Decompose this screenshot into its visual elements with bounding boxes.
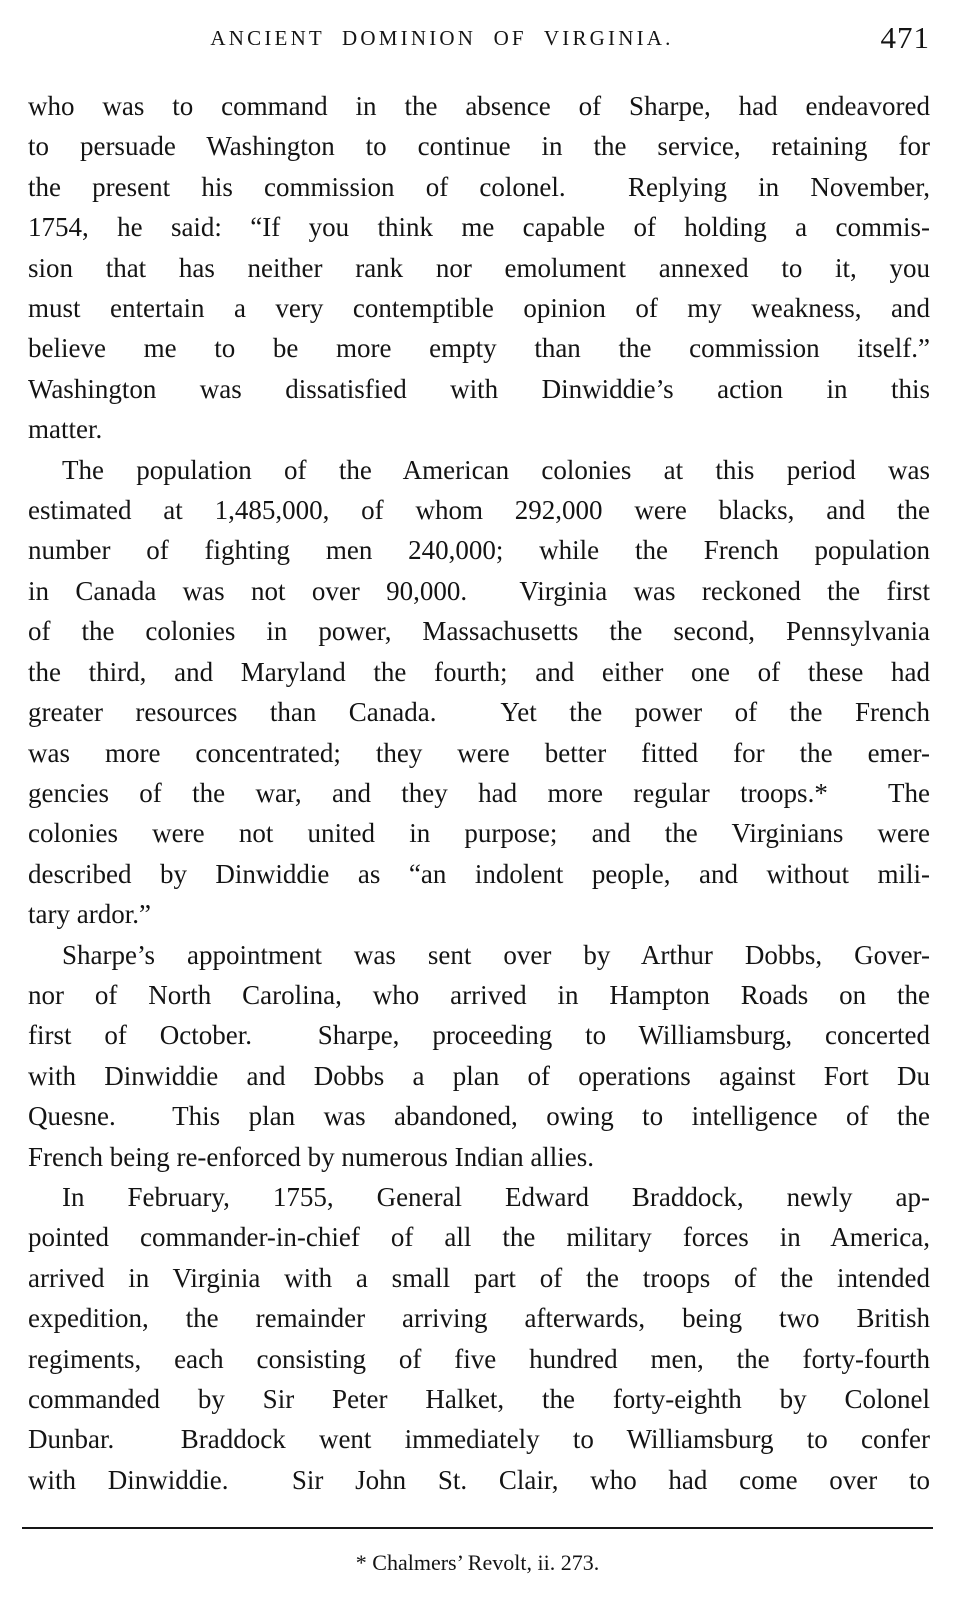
text-line: nor of North Carolina, who arrived in Hampton Roads on the xyxy=(28,979,930,1010)
text-line: to persuade Washington to continue in the service, retaining for xyxy=(28,131,930,162)
text-line: French being re-enforced by numerous Indian allies. xyxy=(28,1141,595,1172)
text-line: Quesne. This plan was abandoned, owing to intelligence of the xyxy=(28,1101,930,1132)
text-line: was more concentrated; they were better fitted for the emer- xyxy=(28,737,930,768)
text-line: pointed commander-in-chief of all the military forces in America, xyxy=(28,1222,930,1253)
text-line: sion that has neither rank nor emolument annexed to it, you xyxy=(28,252,930,283)
page-body xyxy=(28,86,930,1500)
text-line: matter. xyxy=(28,414,103,445)
text-line: of the colonies in power, Massachusetts the second, Pennsylvania xyxy=(28,616,930,647)
text-line: The population of the American colonies at this period was xyxy=(62,454,930,485)
text-line: with Dinwiddie. Sir John St. Clair, who had come over to xyxy=(28,1464,930,1495)
text-line: expedition, the remainder arriving afterwards, being two British xyxy=(28,1303,930,1334)
text-line: the third, and Maryland the fourth; and either one of these had xyxy=(28,656,930,687)
text-line: the present his commission of colonel. Replying in November, xyxy=(28,171,930,202)
text-line: Washington was dissatisfied with Dinwiddie’s action in this xyxy=(28,373,930,404)
text-line: arrived in Virginia with a small part of the troops of the intended xyxy=(28,1262,930,1293)
footnote: * Chalmers’ Revolt, ii. 273. xyxy=(355,1550,600,1575)
page-number: 471 xyxy=(880,20,930,55)
text-line: gencies of the war, and they had more regular troops.* The xyxy=(28,777,930,808)
text-line: tary ardor.” xyxy=(28,899,151,930)
text-line: first of October. Sharpe, proceeding to Williamsburg, concerted xyxy=(28,1020,930,1051)
text-line: described by Dinwiddie as “an indolent people, and without mili- xyxy=(28,858,930,889)
text-line: commanded by Sir Peter Halket, the forty-eighth by Colonel xyxy=(28,1384,930,1414)
text-line: who was to command in the absence of Sharpe, had endeavored xyxy=(28,91,930,121)
text-line: 1754, he said: “If you think me capable of holding a commis- xyxy=(28,212,930,243)
text-line: Dunbar. Braddock went immediately to Williamsburg to confer xyxy=(28,1424,930,1455)
text-line: believe me to be more empty than the commission itself.” xyxy=(28,333,930,364)
text-line: with Dinwiddie and Dobbs a plan of operations against Fort Du xyxy=(28,1060,930,1091)
text-line: must entertain a very contemptible opinion of my weakness, and xyxy=(28,293,930,324)
running-header xyxy=(28,20,930,54)
text-line: estimated at 1,485,000, of whom 292,000 were blacks, and the xyxy=(28,495,930,526)
text-line: in Canada was not over 90,000. Virginia was reckoned the first xyxy=(28,575,930,606)
text-line: greater resources than Canada. Yet the power of the French xyxy=(28,697,930,728)
text-line: regiments, each consisting of five hundred men, the forty-fourth xyxy=(28,1343,930,1374)
text-line: In February, 1755, General Edward Braddock, newly ap- xyxy=(62,1181,930,1212)
text-line: number of fighting men 240,000; while the French population xyxy=(28,535,930,566)
footnote-rule xyxy=(22,1527,933,1529)
text-line: colonies were not united in purpose; and the Virginians were xyxy=(28,818,930,849)
text-line: Sharpe’s appointment was sent over by Arthur Dobbs, Gover- xyxy=(62,939,930,970)
running-header-title: ANCIENT DOMINION OF VIRGINIA. xyxy=(210,26,674,50)
